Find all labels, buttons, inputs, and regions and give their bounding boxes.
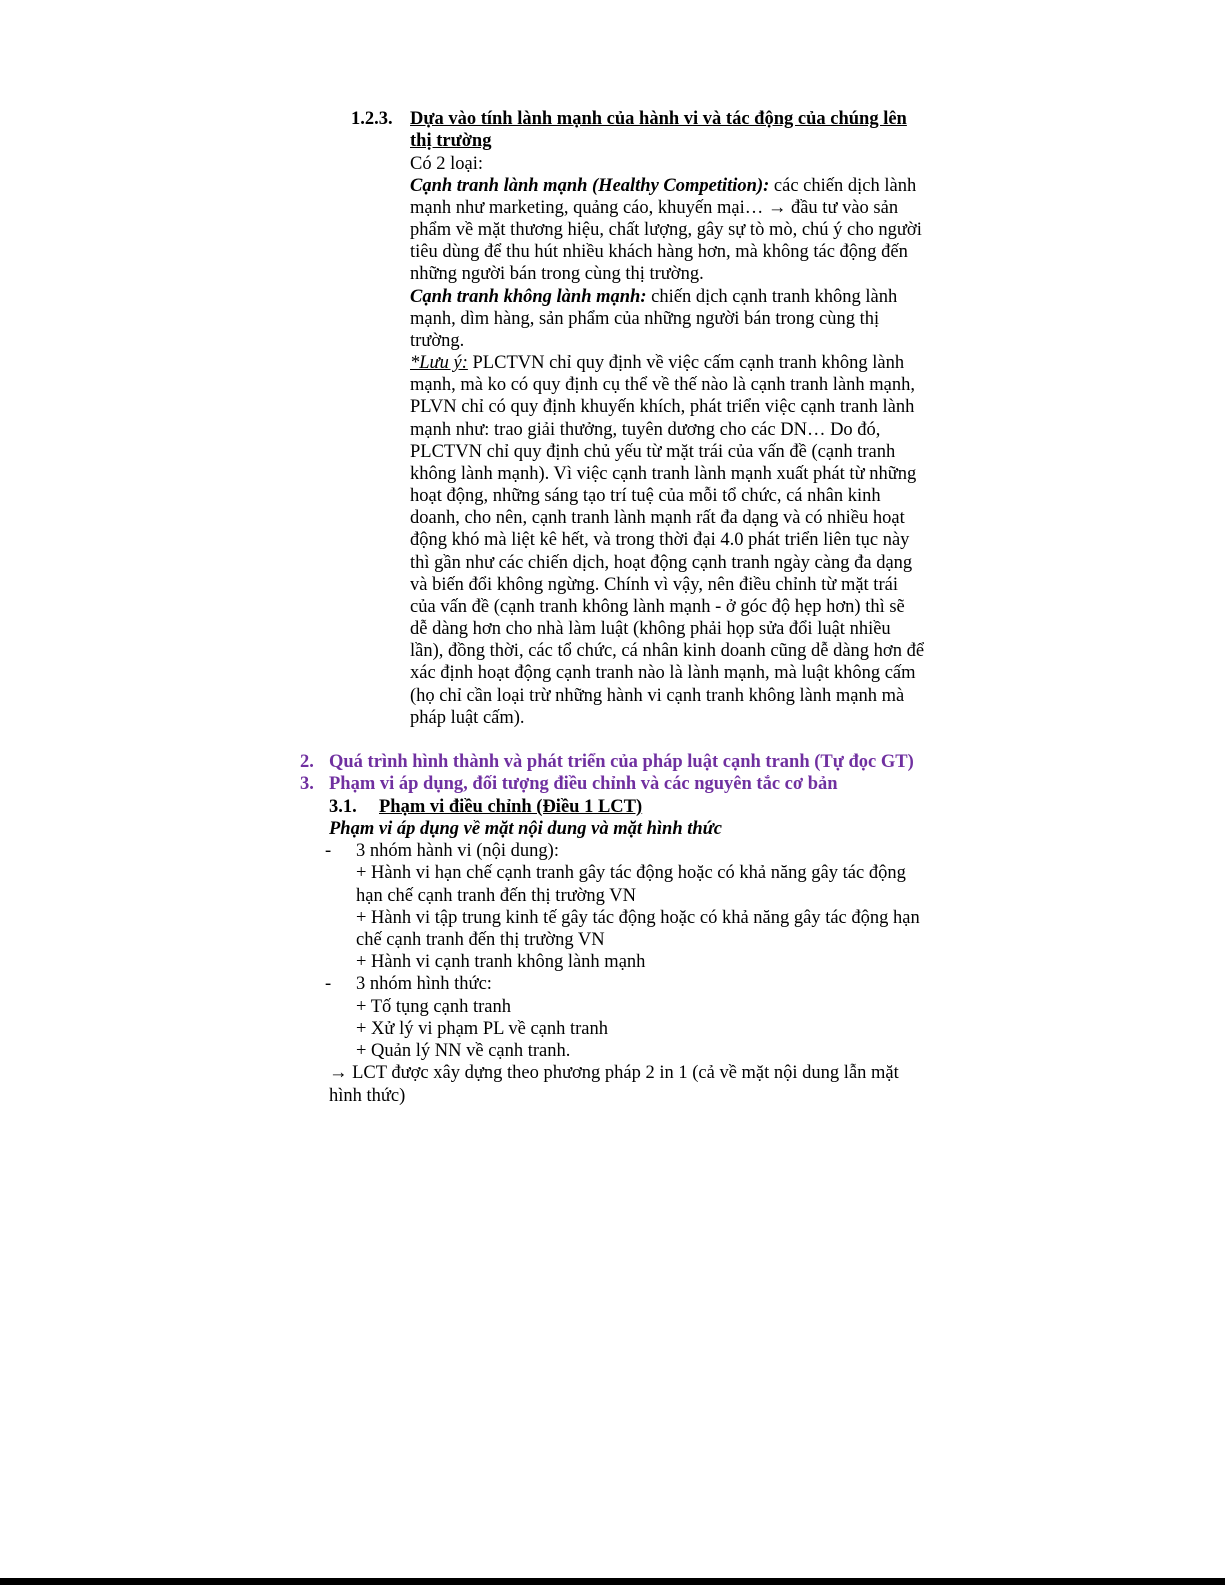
conclusion-line: → LCT được xây dựng theo phương pháp 2 in 1 (cả về mặt nội dung lẫn mặt	[329, 1063, 899, 1083]
list-item: + Quản lý NN về cạnh tranh.	[356, 1041, 571, 1061]
healthy-line: những người bán trong cùng thị trường.	[410, 264, 704, 284]
group-content-title: 3 nhóm hành vi (nội dung):	[356, 841, 559, 861]
bullet-dash: -	[325, 974, 332, 994]
note-text: PLCTVN chỉ quy định về việc cấm cạnh tranh không lành	[467, 353, 905, 373]
section-title: Dựa vào tính lành mạnh của hành vi và tác động của chúng lên	[410, 109, 907, 129]
unhealthy-text: chiến dịch cạnh tranh không lành	[646, 287, 898, 307]
note-line: không lành mạnh). Vì việc cạnh tranh lành mạnh xuất phát từ những	[410, 464, 917, 484]
heading-2-text: Quá trình hình thành và phát triển của pháp luật cạnh tranh (Tự đọc GT)	[329, 752, 914, 772]
subsection-title: Phạm vi điều chỉnh (Điều 1 LCT)	[379, 797, 643, 817]
subsection-number: 3.1.	[329, 797, 357, 817]
note-line: mạnh như: trao giải thưởng, tuyên dương cho các DN… Do đó,	[410, 420, 881, 440]
note-line: hoạt động, những sáng tạo trí tuệ của mỗi tổ chức, cá nhân kinh	[410, 486, 881, 506]
unhealthy-line: trường.	[410, 331, 465, 351]
section-number: 1.2.3.	[351, 109, 393, 129]
scope-heading: Phạm vi áp dụng về mặt nội dung và mặt hình thức	[329, 819, 722, 839]
note-line: doanh, cho nên, cạnh tranh lành mạnh rất đa dạng và có nhiều hoạt	[410, 508, 905, 528]
intro-text: Có 2 loại:	[410, 154, 483, 174]
unhealthy-term: Cạnh tranh không lành mạnh:	[410, 287, 647, 307]
note-line: dễ dàng hơn cho nhà làm luật (không phải họp sửa đổi luật nhiều	[410, 619, 891, 639]
unhealthy-line: mạnh, dìm hàng, sản phẩm của những người bán trong cùng thị	[410, 309, 880, 329]
note-line: lần), đồng thời, các tổ chức, cá nhân kinh doanh cũng dễ dàng hơn để	[410, 641, 925, 661]
note-first-line	[410, 352, 904, 374]
unhealthy-paragraph-first-line	[410, 286, 897, 308]
note-line: và biến đổi không ngừng. Chính vì vậy, nên điều chỉnh từ mặt trái	[410, 575, 898, 595]
healthy-paragraph-first-line	[410, 175, 916, 197]
list-item: + Tố tụng cạnh tranh	[356, 997, 511, 1017]
healthy-line: mạnh như marketing, quảng cáo, khuyến mại… → đầu tư vào sản	[410, 198, 899, 218]
note-line: của vấn đề (cạnh tranh không lành mạnh - ở góc độ hẹp hơn) thì sẽ	[410, 597, 905, 617]
note-label: *Lưu ý:	[410, 353, 468, 373]
page-bottom-border	[0, 1578, 1225, 1585]
section-title-cont: thị trường	[410, 131, 492, 151]
healthy-term: Cạnh tranh lành mạnh (Healthy Competition):	[410, 176, 770, 196]
bullet-dash: -	[325, 841, 332, 861]
list-item: + Hành vi hạn chế cạnh tranh gây tác động hoặc có khả năng gây tác động	[356, 863, 906, 883]
note-line: xác định hoạt động cạnh tranh nào là lành mạnh, mà luật không cấm	[410, 663, 916, 683]
note-line: PLCTVN chỉ quy định chủ yếu từ mặt trái của vấn đề (cạnh tranh	[410, 442, 896, 462]
list-item: + Hành vi tập trung kinh tế gây tác động hoặc có khả năng gây tác động hạn	[356, 908, 920, 928]
list-item: + Xử lý vi phạm PL về cạnh tranh	[356, 1019, 608, 1039]
list-item: + Hành vi cạnh tranh không lành mạnh	[356, 952, 646, 972]
note-line: thì gần như các chiến dịch, hoạt động cạnh tranh ngày càng đa dạng	[410, 553, 913, 573]
note-line: mạnh, mà ko có quy định cụ thể về thế nào là cạnh tranh lành mạnh,	[410, 375, 916, 395]
heading-2-number: 2.	[300, 752, 314, 772]
heading-3-number: 3.	[300, 774, 314, 794]
list-item: hạn chế cạnh tranh đến thị trường VN	[356, 886, 636, 906]
group-form-title: 3 nhóm hình thức:	[356, 974, 492, 994]
heading-3-text: Phạm vi áp dụng, đối tượng điều chỉnh và các nguyên tắc cơ bản	[329, 774, 838, 794]
note-line: động khó mà liệt kê hết, và trong thời đại 4.0 phát triển liên tục này	[410, 530, 910, 550]
healthy-line: phẩm về mặt thương hiệu, chất lượng, gây sự tò mò, chú ý cho người	[410, 220, 922, 240]
note-line: PLVN chỉ có quy định khuyến khích, phát triển việc cạnh tranh lành	[410, 397, 915, 417]
note-line: pháp luật cấm).	[410, 708, 525, 728]
conclusion-line: hình thức)	[329, 1086, 406, 1106]
healthy-line: tiêu dùng để thu hút nhiều khách hàng hơn, mà không tác động đến	[410, 242, 908, 262]
list-item: chế cạnh tranh đến thị trường VN	[356, 930, 605, 950]
note-line: (họ chỉ cần loại trừ những hành vi cạnh tranh không lành mạnh mà	[410, 686, 905, 706]
healthy-text: các chiến dịch lành	[769, 176, 917, 196]
